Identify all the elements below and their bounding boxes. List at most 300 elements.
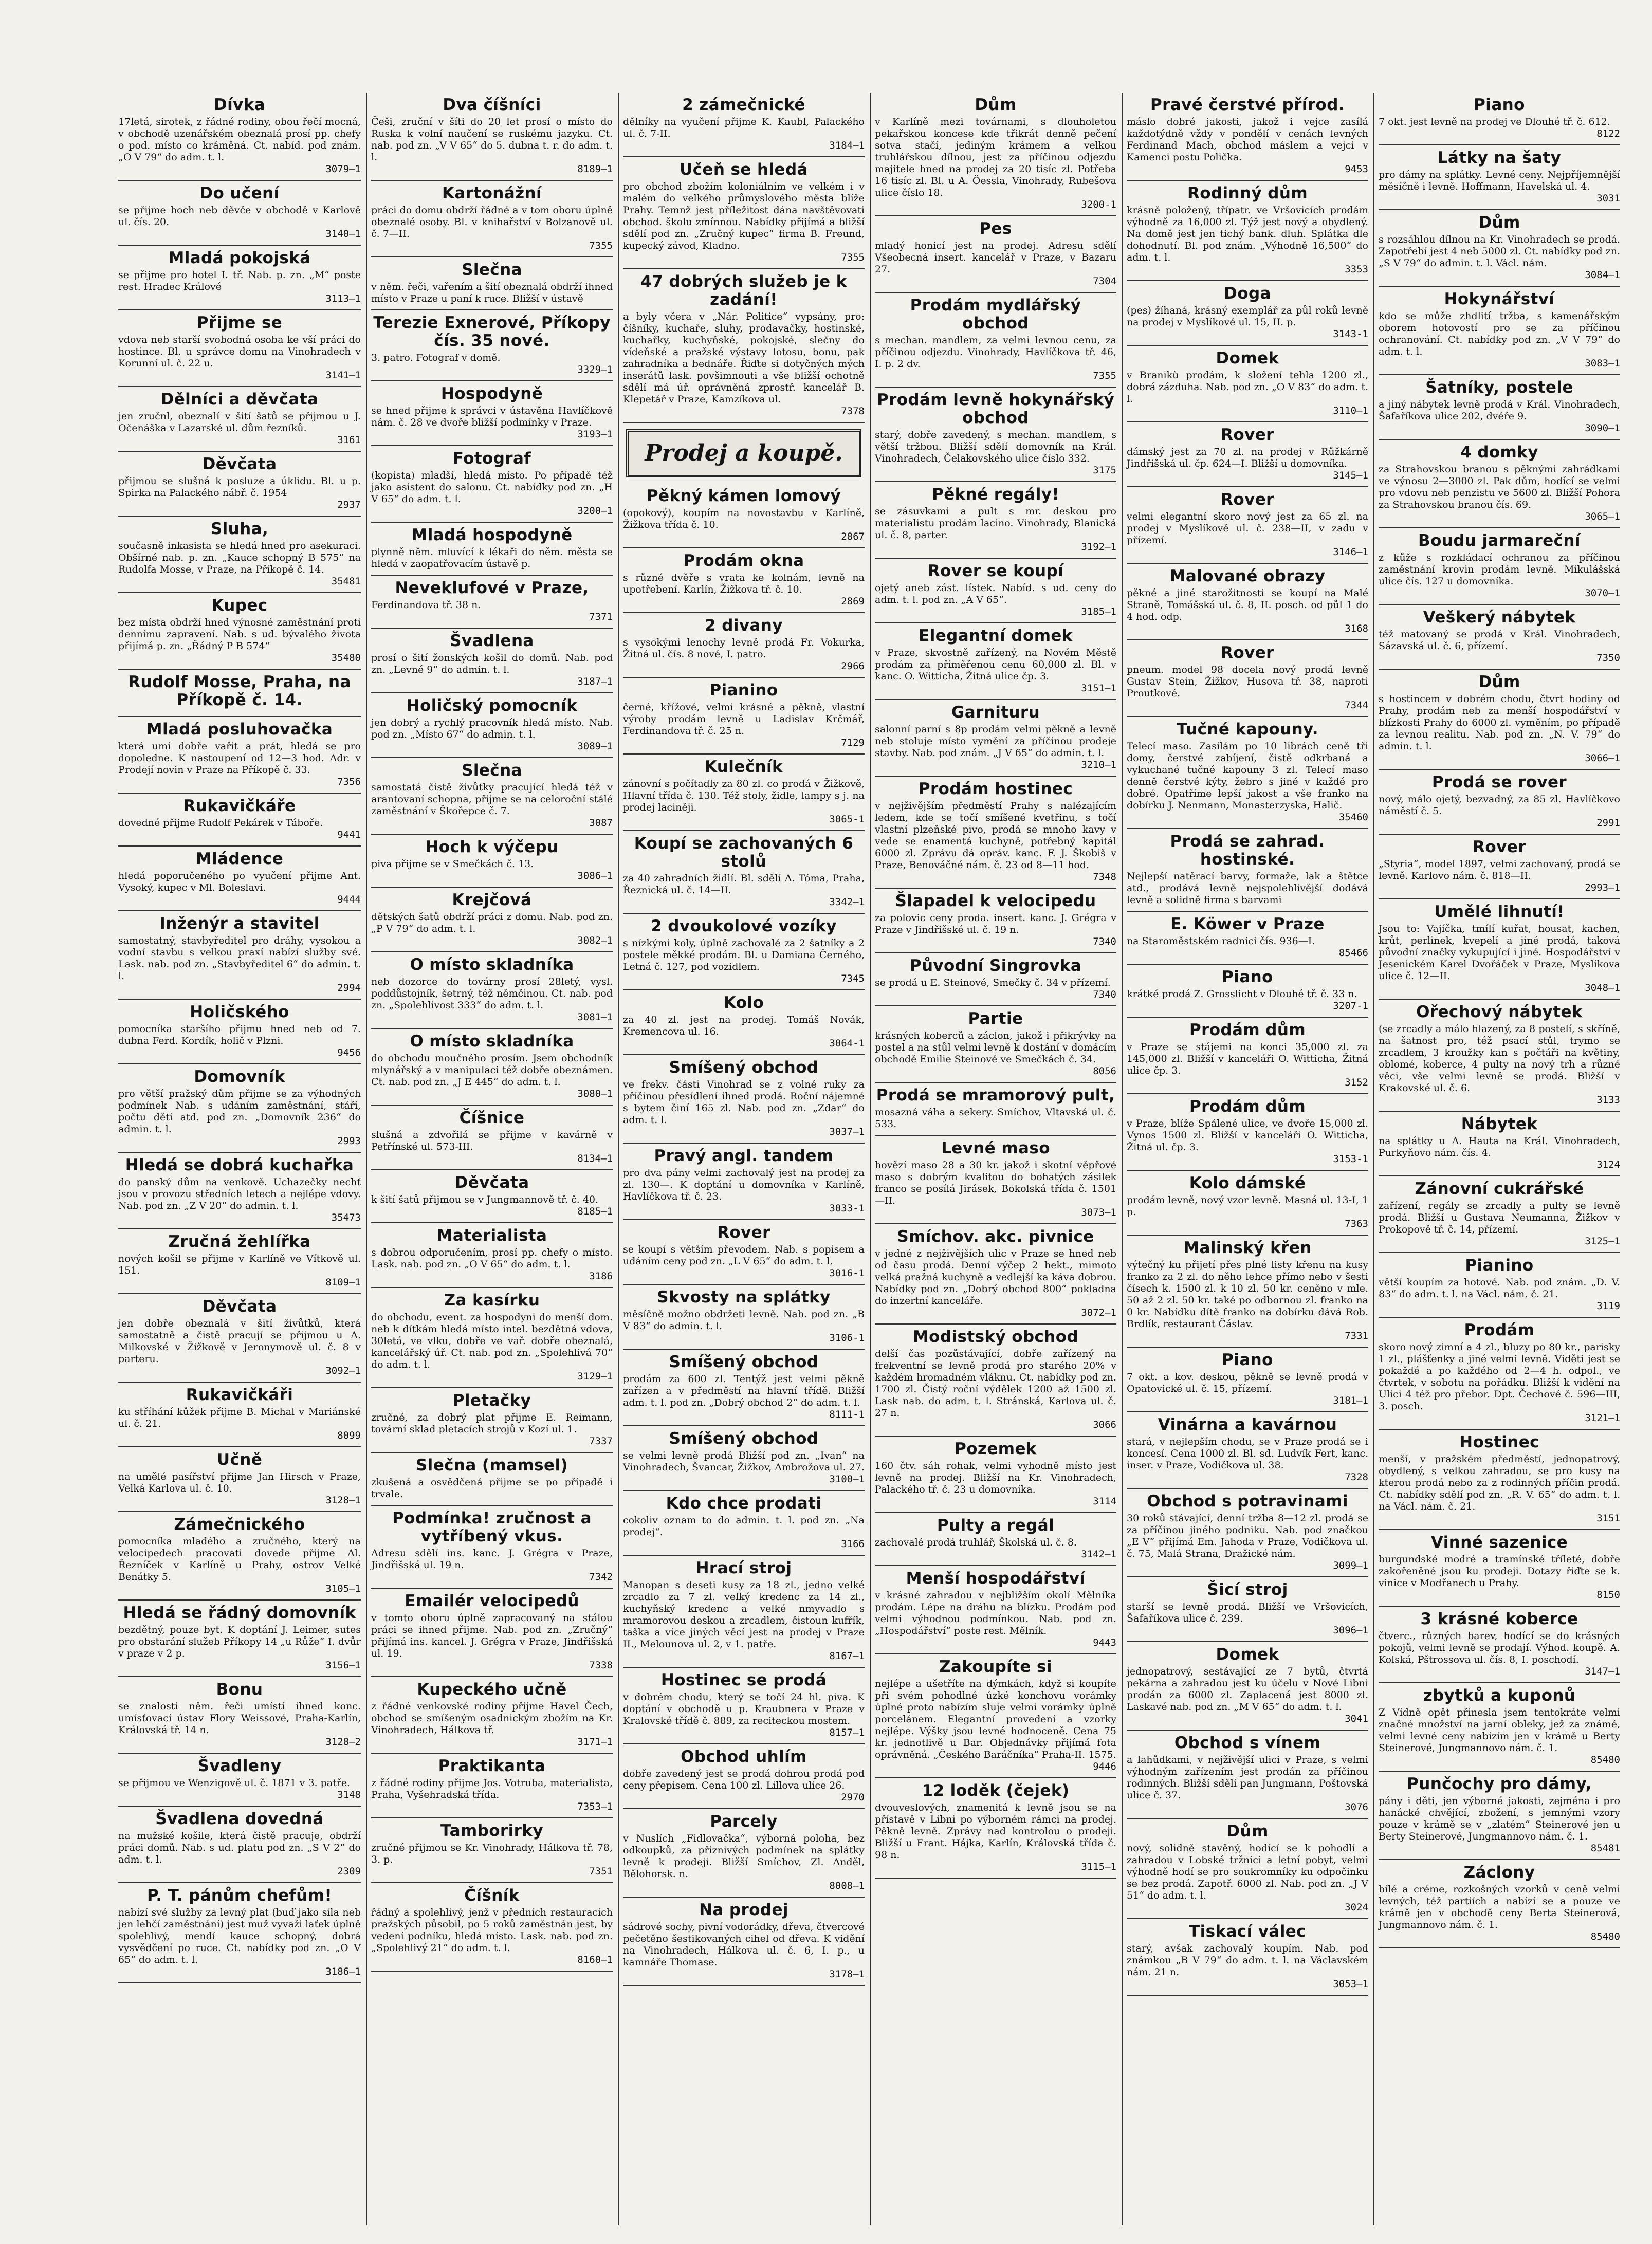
classified-ad xyxy=(623,269,865,423)
ad-number: 2937 xyxy=(337,499,361,510)
ad-headline: Domovník xyxy=(194,1068,285,1086)
ad-headline: Parcely xyxy=(710,1812,778,1831)
ad-text: s dobrou odporučením, prosí pp. chefy o místo. Lask. nab. pod zn. „O V 65“ do adm. t. l. xyxy=(371,1247,613,1270)
classified-ad xyxy=(371,1388,613,1453)
ad-number: 3065-1 xyxy=(829,814,865,825)
classified-ad xyxy=(118,794,361,847)
ad-text: jen dobře obeznalá v šití živůtků, která samostatně a čistě pracují se přijmou u A. Milkovské v Žižkově v Jeronymově ul. č. 8 v parteru. xyxy=(118,1318,361,1365)
ad-text: 7 okt. jest levně na prodej ve Dlouhé tř. č. 612. xyxy=(1379,116,1610,127)
ad-text: z kůže s rozkládací ochranou za příčinou zaměstnání krovin prodám levně. Mikulášská ulice čís. 127 u domovníka. xyxy=(1379,552,1620,587)
classified-ad xyxy=(371,888,613,952)
ad-text: zručné přijmou se Kr. Vinohrady, Hálkova tř. 78, 3. p. xyxy=(371,1842,613,1865)
classified-ad xyxy=(371,381,613,446)
ad-headline: Číšník xyxy=(464,1886,520,1905)
ad-number: 7304 xyxy=(1093,275,1116,287)
ad-number: 3066—1 xyxy=(1585,752,1620,764)
ad-number: 3110—1 xyxy=(1333,405,1368,416)
ad-headline: Pozemek xyxy=(955,1440,1037,1458)
ad-headline: Dům xyxy=(1478,213,1520,232)
classified-ad xyxy=(371,758,613,835)
ad-number: 3200-1 xyxy=(1081,199,1116,210)
classified-ad xyxy=(1127,1919,1368,1996)
ad-number: 8109—1 xyxy=(325,1277,361,1288)
ad-headline: Hrací stroj xyxy=(695,1559,792,1577)
ad-number: 2966 xyxy=(841,660,865,672)
ad-number: 8134—1 xyxy=(577,1153,613,1164)
classified-ad xyxy=(1379,1530,1620,1607)
classified-ad xyxy=(875,1778,1116,1879)
ad-number: 3178—1 xyxy=(829,1969,865,1980)
ad-headline: Rover xyxy=(717,1223,770,1242)
ad-text: nový, málo ojetý, bezvadný, za 85 zl. Havlíčkovo náměstí č. 5. xyxy=(1379,794,1620,817)
ad-headline: Pes xyxy=(979,219,1012,238)
ad-number: 3041 xyxy=(1345,1713,1368,1724)
ad-text: Ferdinandova tř. 38 n. xyxy=(371,599,481,611)
ad-number: 3106-1 xyxy=(829,1332,865,1344)
classified-ad xyxy=(623,1220,865,1285)
ad-number: 3187—1 xyxy=(577,676,613,687)
ad-headline: Švadleny xyxy=(197,1757,282,1775)
ad-number: 35460 xyxy=(1338,812,1368,823)
ad-number: 3024 xyxy=(1345,1902,1368,1913)
ad-number: 3342—1 xyxy=(829,896,865,908)
ad-text: zařízení, regály se zrcadly a pulty se levně prodá. Bližší u Gustava Neumanna, Žižkov v Prokopově tř. č. 14, přízemí. xyxy=(1379,1200,1620,1235)
classified-ad xyxy=(118,847,361,911)
ad-text: sádrové sochy, pivní vodorádky, dřeva, čtvercové pečetěno šestikovaných cihel od dřeva. K vidění na Vinohradech, Hálkova ul. č. 6, I. p., u kamnáře Thomase. xyxy=(623,1921,865,1968)
ad-text: v Praze, skvostně zařízený, na Novém Městě prodám za přiměřenou cenu 60,000 zl. Bl. v kanc. O. Witticha, Žitná ulice čp. 3. xyxy=(875,647,1116,682)
ad-number: 35481 xyxy=(331,576,361,587)
classified-ad xyxy=(623,157,865,269)
ad-headline: Partie xyxy=(968,1009,1023,1028)
ad-text: černé, křížové, velmi krásné a pěkně, vlastní výroby prodám levně u Ladislav Krčmář, Ferdinandova tř. č. 25 n. xyxy=(623,702,865,737)
ad-headline: Koupí se zachovaných 6 stolů xyxy=(634,834,854,871)
ad-text: slušná a zdvořilá se přijme v kavárně v Petřínské ul. 573-III. xyxy=(371,1129,613,1152)
ad-headline: Švadlena xyxy=(450,632,534,650)
ad-number: 3076 xyxy=(1345,1801,1368,1813)
ad-number: 3141—1 xyxy=(325,370,361,381)
ad-text: se znalosti něm. řeči umístí ihned konc. umísťovací ústav Flory Weissové, Praha-Karlín, Královská tř. 14 n. xyxy=(118,1701,361,1736)
ad-text: na mužské košile, která čistě pracuje, obdrží práci domů. Nab. s ud. platu pod zn. „S V 2“ do adm. t. l. xyxy=(118,1830,361,1865)
ad-headline: Holičský pomocník xyxy=(406,696,578,715)
ad-text: s rozsáhlou dílnou na Kr. Vinohradech se prodá. Zapotřebí jest 4 neb 5000 zl. Ct. nabídky pod zn. „S V 79“ do admin. t. l. Václ. nám. xyxy=(1379,234,1620,269)
ad-number: 2993 xyxy=(337,1135,361,1147)
ad-number: 3200—1 xyxy=(577,505,613,517)
ad-text: stará, v nejlepším chodu, se v Praze prodá se i koncesí. Cena 1000 zl. Bl. sd. Ludvík Fert, kanc. inser. v Praze, Vodičkova ul. 38. xyxy=(1127,1436,1368,1471)
ad-number: 7350 xyxy=(1596,652,1620,664)
ad-headline: Rover xyxy=(1473,838,1526,856)
ad-headline: 2 divany xyxy=(705,616,783,635)
ad-number: 3329—1 xyxy=(577,364,613,375)
ad-text: vdova neb starší svobodná osoba ke vší práci do hostince. Bl. u správce domu na Vinohradech v Korunní ul. č. 22 u. xyxy=(118,334,361,369)
ad-number: 2991 xyxy=(1596,817,1620,829)
classified-ad xyxy=(875,482,1116,559)
ad-number: 3147—1 xyxy=(1585,1666,1620,1677)
ad-text: za polovic ceny proda. insert. kanc. J. Grégra v Praze v Jindřišské ul. č. 19 n. xyxy=(875,912,1116,935)
classified-ad xyxy=(1379,1772,1620,1860)
ad-number: 85480 xyxy=(1590,1931,1620,1942)
classified-ad xyxy=(371,1818,613,1883)
ad-headline: Rudolf Mosse, Praha, na Příkopě č. 14. xyxy=(128,673,351,709)
ad-text: delší čas pozůstávající, dobře zařízený na frekventní se levně prodá pro starého 20% v každém hromadném vláknu. Ct. nabídky pod zn. 1700 zl. Čistý roční výdělek 1200 až 1500 zl. Lask nab. do adm. t. l. Stránská, Karlova ul. č. 27 n. xyxy=(875,1348,1116,1419)
ad-headline: 2 dvoukolové vozíky xyxy=(651,917,837,935)
ad-text: Češi, zruční v šíti do 20 let prosí o místo do Ruska k volní naučení se ruskému jazyku. Ct. nab. pod zn. „V V 65“ do 5. dubna t. r. do adm. t. l. xyxy=(371,116,613,163)
ad-headline: Kdo chce prodati xyxy=(666,1494,822,1513)
ad-headline: Obchod s potravinami xyxy=(1147,1492,1348,1511)
classified-ad xyxy=(623,1556,865,1668)
ad-number: 8111-1 xyxy=(829,1409,865,1420)
ad-number: 7355 xyxy=(589,240,613,251)
ad-headline: Prodám mydlářský obchod xyxy=(910,296,1081,333)
ad-headline: Elegantní domek xyxy=(919,627,1073,645)
ad-text: která umí dobře vařit a prát, hledá se pro dopoledne. K nastoupení od 12—3 hod. Adr. v Prodejí novin v Praze na Příkopě č. 33. xyxy=(118,741,361,776)
ad-headline: Pletačky xyxy=(452,1391,531,1410)
ad-headline: Záclony xyxy=(1463,1863,1535,1882)
ad-number: 3070—1 xyxy=(1585,587,1620,599)
ad-number: 7356 xyxy=(337,776,361,787)
ad-number: 3096—1 xyxy=(1333,1625,1368,1636)
classified-ad xyxy=(1127,829,1368,912)
ad-text: Jsou to: Vajíčka, tmílí kuřat, housat, kachen, krůt, perlinek, kvepelí a jiné prodá, taková původní značky vykupující i jiné. Hospodářství v Jesenickém Karel Dvořáček v Praze, Myslíkova ulice č. 12—II. xyxy=(1379,923,1620,982)
classified-ad xyxy=(1127,281,1368,346)
ad-headline: Praktikanta xyxy=(438,1757,546,1775)
ad-text: krásných koberců a záclon, jakož i přikrývky na postel a na stůl velmi levně k dostání v domácím obchodě Emilie Steinové ve Smečkách č. 34. xyxy=(875,1030,1116,1065)
ad-text: s různé dvěře s vrata ke kolnám, levně na upotřebení. Karlín, Žižkova tř. č. 10. xyxy=(623,572,865,595)
ad-headline: Terezie Exnerové, Příkopy čís. 35 nové. xyxy=(373,314,611,350)
ad-text: prosí o šití žonských košil do domů. Nab. pod zn. „Levné 9“ do admin. t. l. xyxy=(371,652,613,675)
classified-ad xyxy=(371,693,613,758)
ad-headline: Piano xyxy=(1222,1351,1273,1369)
classified-ad xyxy=(371,1106,613,1170)
classified-ad xyxy=(118,1807,361,1883)
ad-number: 7355 xyxy=(841,252,865,263)
ad-number: 7328 xyxy=(1345,1472,1368,1483)
ad-number: 3125—1 xyxy=(1585,1236,1620,1247)
ad-number: 3175 xyxy=(1093,465,1116,476)
ad-number: 2869 xyxy=(841,596,865,607)
ad-text: za 40 zl. jest na prodej. Tomáš Novák, Kremencova ul. 16. xyxy=(623,1014,865,1037)
ad-column-1 xyxy=(114,93,365,2225)
ad-number: 7371 xyxy=(589,611,613,622)
ad-headline: Pěkné regály! xyxy=(932,485,1059,504)
ad-headline: Holičského xyxy=(190,1003,289,1021)
ad-headline: Garnituru xyxy=(951,703,1040,722)
ad-text: 3. patro. Fotograf v domě. xyxy=(371,352,501,363)
ad-text: v krásné zahradou v nejbližším okolí Mělníka prodám. Lépe na dráhu na blízku. Prodám pod velmi výhodnou podmínkou. Nab. pod zn. „Hospodářství“ poste rest. Mělník. xyxy=(875,1590,1116,1636)
ad-number: 3124 xyxy=(1596,1159,1620,1170)
ad-text: a lahůdkami, v nejživější ulici v Praze, s velmi výhodným zařízením jest prodán za příčinou rodinných. Bližší sdělí pan Jungmann, Poštovská ulice č. 37. xyxy=(1127,1754,1368,1801)
ad-headline: Původní Singrovka xyxy=(909,957,1082,975)
ad-headline: O místo skladníka xyxy=(410,1032,574,1051)
ad-number: 3145—1 xyxy=(1333,470,1368,481)
ad-text: Adresu sdělí ins. kanc. J. Grégra v Praze, Jindřišská ul. 19 n. xyxy=(371,1548,613,1571)
ad-column-6 xyxy=(1373,93,1624,2225)
ad-text: starší se levně prodá. Bližší ve Vršovicích, Šafaříkova ulice č. 239. xyxy=(1127,1601,1368,1624)
ad-headline: Prodám hostinec xyxy=(918,780,1073,798)
ad-number: 9441 xyxy=(337,829,361,840)
ad-number: 3166 xyxy=(841,1538,865,1550)
ad-headline: Prodám xyxy=(1464,1321,1535,1339)
ad-headline: Hostinec se prodá xyxy=(660,1671,827,1689)
ad-text: ku stříhání kůžek přijme B. Michal v Mariánské ul. č. 21. xyxy=(118,1406,361,1429)
ad-number: 3142—1 xyxy=(1081,1549,1116,1560)
ad-text: kdo se může zhdlití tržba, s kamenářským oborem hotovostí pro se za příčinou ochranování. Ct. nabídky pod zn. „V V 79“ do adm. t. l. xyxy=(1379,310,1620,357)
classified-ad xyxy=(875,953,1116,1006)
classified-ad xyxy=(1379,1683,1620,1772)
ad-headline: Rukavičkáře xyxy=(183,797,296,815)
ad-headline: Krejčová xyxy=(452,891,532,909)
classified-ad xyxy=(371,629,613,693)
ad-number: 3082—1 xyxy=(577,935,613,946)
ad-headline: Punčochy pro dámy, xyxy=(1407,1775,1592,1793)
ad-number: 3053—1 xyxy=(1333,1978,1368,1990)
ad-headline: Mládence xyxy=(195,850,284,868)
ad-headline: Dělníci a děvčata xyxy=(160,390,319,409)
classified-ad xyxy=(875,1654,1116,1778)
ad-number: 9443 xyxy=(1093,1637,1116,1648)
ad-number: 3133 xyxy=(1596,1094,1620,1106)
ad-text: s vysokými lenochy levně prodá Fr. Vokurka, Žitná ul. čís. 8 nové, I. patro. xyxy=(623,637,865,660)
ad-text: krátké prodá Z. Grosslicht v Dlouhé tř. č. 33 n. xyxy=(1127,988,1357,1000)
classified-ad xyxy=(371,1677,613,1754)
classified-ad xyxy=(118,93,361,181)
ad-headline: Kartonážní xyxy=(442,184,542,203)
classified-ad xyxy=(1127,1171,1368,1236)
ad-headline: Prodám dům xyxy=(1189,1097,1306,1116)
classified-ad xyxy=(875,1083,1116,1136)
classified-ad xyxy=(118,1229,361,1294)
ad-headline: Podmínka! zručnost a vytříbený vkus. xyxy=(392,1509,592,1546)
ad-text: mladý honicí jest na prodej. Adresu sdělí Všeobecná insert. kancelář v Praze, v Bazaru 27. xyxy=(875,240,1116,275)
ad-text: ve frekv. části Vinohrad se z volné ruky za příčinou přesídlení ihned prodá. Roční nájemné s bytem činí 165 zl. Nab. pod zn. „Zdar“ do adm. t. l. xyxy=(623,1079,865,1126)
ad-headline: Zámečnického xyxy=(174,1515,305,1534)
ad-column-3 xyxy=(618,93,869,2225)
ad-text: mosazná váha a sekery. Smíchov, Vltavská ul. č. 533. xyxy=(875,1107,1116,1130)
ad-number: 3090—1 xyxy=(1585,422,1620,434)
ad-headline: Fotograf xyxy=(452,449,531,468)
classified-ad xyxy=(118,1512,361,1601)
ad-headline: Umělé lihnutí! xyxy=(1434,903,1565,921)
classified-ad xyxy=(1379,375,1620,440)
ad-headline: Rover xyxy=(1221,643,1274,662)
ad-text: v jedné z nejživějších ulic v Praze se hned neb od času prodá. Denní výčep 2 hekt., mimoto velká pražná kuchyně a vedlejší ka káva dobrou. Nabídky pod zn. „Dobrý obchod 800“ pokladna do inzertní kanceláře. xyxy=(875,1248,1116,1307)
ad-number: 7340 xyxy=(1093,989,1116,1000)
ad-number: 3181—1 xyxy=(1333,1395,1368,1406)
classified-ad xyxy=(623,1744,865,1809)
classified-ad xyxy=(371,257,613,310)
ad-headline: Číšnice xyxy=(459,1109,525,1127)
ad-text: 160 čtv. sáh rohak, velmi vyhodně místo jest levně na prodej. Bližší na Kr. Vinohradech, Palackého tř. č. 23 u domovníka. xyxy=(875,1460,1116,1495)
classified-ad xyxy=(118,517,361,593)
ad-headline: Emailér velocipedů xyxy=(405,1592,579,1610)
classified-ad xyxy=(1379,145,1620,210)
ad-number: 3121—1 xyxy=(1585,1412,1620,1424)
ad-number: 7348 xyxy=(1093,871,1116,882)
ad-text: přijmou se slušná k posluze a úklidu. Bl. u p. Spirka na Palackého nábř. č. 1954 xyxy=(118,475,361,499)
classified-ad xyxy=(1379,899,1620,1000)
classified-ad xyxy=(1379,1607,1620,1683)
ad-text: „Styria“, model 1897, velmi zachovaný, prodá se levně. Karlovo nám. č. 818—II. xyxy=(1379,858,1620,881)
ad-headline: Prodám okna xyxy=(683,551,804,570)
ad-text: současně inkasista se hledá hned pro asekuraci. Obšírné nab. p. zn. „Kauce schopný B 575“ na Rudolfa Mosse, v Praze, na Příkopě č. 14. xyxy=(118,540,361,575)
ad-number: 3073—1 xyxy=(1081,1207,1116,1218)
ad-number: 85481 xyxy=(1590,1843,1620,1854)
ad-number: 3084—1 xyxy=(1585,269,1620,281)
ad-text: jen zručnl, obeznalí v šití šatů se přijmou u J. Očenáška v Lazarské ul. dům řezníků. xyxy=(118,411,361,434)
ad-headline: Šatníky, postele xyxy=(1425,378,1573,397)
ad-headline: Pěkný kámen lomový xyxy=(646,487,841,505)
ad-text: pomocníka mladého a zručného, který na velocipedech pracovati dovede přijme Al. Řezníček v Karlíně u Prahy, ostrov Velké Benátky 5. xyxy=(118,1536,361,1583)
ad-text: dámský jest za 70 zl. na prodej v Růžkárně Jindřišská ul. čp. 624—I. Bližší u domovníka. xyxy=(1127,446,1368,469)
classified-ad xyxy=(371,1589,613,1677)
ad-text: (opokový), koupím na novostavbu v Karlíně, Žižkova třída č. 10. xyxy=(623,507,865,530)
classified-ad xyxy=(623,484,865,548)
ad-number: 3083—1 xyxy=(1585,358,1620,369)
ad-text: krásně položený, třípatr. ve Vršovicích prodám výhodně za 16,000 zl. Týž jest nový a obydlený. Na domě jest jen tichý bank. dluh. Splátka dle dohodnutí. Bl. pod znám. „Výhodně 16,500“ do adm. t. l. xyxy=(1127,205,1368,263)
classified-ad xyxy=(623,1055,865,1144)
classified-ad xyxy=(1127,965,1368,1018)
ad-number: 3192—1 xyxy=(1081,541,1116,553)
ad-text: v Praze se stájemi na konci 35,000 zl. za 145,000 zl. Bližší v kanceláři O. Wittichа, Žitná ulice čp. 3. xyxy=(1127,1041,1368,1076)
ad-text: 17letá, sirotek, z řádné rodiny, obou řečí mocná, v obchodě uzenářském obeznalá prosí pp. chefy o pod. místo co kráměná. Ct. nabíd. pod znám. „O V 79“ do adm. t. l. xyxy=(118,116,361,163)
ad-text: na splátky u A. Hauta na Král. Vinohradech, Purkyňovo nám. čís. 4. xyxy=(1379,1135,1620,1158)
classified-ad xyxy=(118,387,361,452)
ad-headline: Smíšený obchod xyxy=(669,1058,819,1077)
ad-number: 3031 xyxy=(1596,193,1620,204)
ad-text: burgundské modré a tramínské tříleté, dobře zakořeněné jsou ku prodeji. Dotazy řiďte se k. vinice v Modřanech u Prahy. xyxy=(1379,1554,1620,1589)
ad-text: nejlépe a ušetříte na dýmkách, když si koupíte při svém pohodlné úzké konchovu vorámky úplné proto nabízím sluje velmi vorámky úplně porcelánem. Elegantní provedení a vzorky nejlépe. Výšky jsou levné hodnoceně. Cena 75 kr. jednotlivě u Bar. Objednávky přijímá fota oprávněná. „Českého Baráčníka“ Praha-II. 1575. xyxy=(875,1678,1116,1760)
ad-text: s hostincem v dobrém chodu, čtvrt hodiny od Prahy, prodám neb za menší hospodářství v blízkosti Prahy do 6000 zl. vyměním, po případě za levnou realitu. Nab. pod zn. „N. V. 79“ do admin. t. l. xyxy=(1379,693,1620,752)
classified-ad xyxy=(371,1506,613,1589)
classified-ad xyxy=(1379,528,1620,605)
classified-ad xyxy=(623,831,865,914)
ad-text: v Praze, blíže Spálené ulice, ve dvoře 15,000 zl. Vynos 1500 zl. Bližší v kanceláři O. Wittichа, Žitná ul. čp. 3. xyxy=(1127,1118,1368,1153)
classified-ad xyxy=(1127,1642,1368,1731)
ad-text: se hned přijme k správci v ústavěna Havlíčkově nám. č. 28 ve dvoře bližší podmínky v Praze. xyxy=(371,405,613,428)
ad-number: 8160—1 xyxy=(577,1954,613,1965)
ad-number: 3148 xyxy=(337,1789,361,1800)
ad-headline: Kupec xyxy=(211,596,268,615)
ad-headline: Smíchov. akc. pivnice xyxy=(897,1227,1094,1246)
ad-headline: Piano xyxy=(1222,968,1273,986)
ad-text: s mechan. mandlem, za velmi levnou cenu, za příčinou odjezdu. Vinohrady, Havlíčkova tř. 46, I. p. 2 dv. xyxy=(875,335,1116,370)
classified-ad xyxy=(1379,1176,1620,1253)
classified-ad xyxy=(623,678,865,755)
ad-headline: 47 dobrých služeb je k zadání! xyxy=(640,272,847,309)
ad-text: samostatný, stavbyředitel pro dráhy, vysokou a vodní stavbu s velkou praxí nabízí služby své. Lask. nab. pod zn. „Stavbyředitel 6“ do admin. t. l. xyxy=(118,935,361,982)
classified-ad xyxy=(118,181,361,246)
classified-ad xyxy=(118,310,361,387)
ad-text: skoro nový zimní a 4 zl., bluzy po 80 kr., parisky 1 zl., plášťenky a jiné velmi levně. Viděti jest se pokaždé a po každého od 2—4 h. odpol., ve čtvrtek, v sobotu na pořádku. Bližší k vidění na Ulici 4 též pro přebor. Dpt. Čechové č. 596—III, 3. posch. xyxy=(1379,1341,1620,1412)
ad-text: piva přijme se v Smečkách č. 13. xyxy=(371,858,534,870)
ad-headline: Látky na šaty xyxy=(1437,149,1562,167)
ad-number: 3186 xyxy=(589,1271,613,1282)
ad-number: 3105—1 xyxy=(325,1583,361,1594)
classified-ad xyxy=(371,181,613,257)
ad-text: zručné, za dobrý plat přijme E. Reimann, tovární sklad pletacích strojů v Kozí ul. 1. xyxy=(371,1412,613,1435)
ad-number: 3087 xyxy=(589,817,613,829)
classified-ad xyxy=(371,1223,613,1288)
ad-number: 2994 xyxy=(337,982,361,994)
ad-text: výtečný ku přijetí přes plné listy křenu na kusy franko za 2 zl. do něho lehce přímo nebo v šesti čísech k. 1500 zl. k 10 zl. 50 kr. ceněno v mle. 50 až 2 zl. 50 kr. také po odbornou zl. franko na 0 kr. Nabídku dítě franko na dobírku dává Rob. Brdlík, restaurant Čáslav. xyxy=(1127,1259,1368,1330)
classified-ad xyxy=(1127,1731,1368,1819)
ad-number: 7353—1 xyxy=(577,1801,613,1812)
ad-number: 9456 xyxy=(337,1047,361,1058)
classified-ad xyxy=(371,1029,613,1106)
ad-text: zánovní s počítadly za 80 zl. co prodá v Žižkově, Hlavní třída č. 130. Též stoly, židle, lampy s j. na prodej laciněji. xyxy=(623,778,865,813)
ad-text: pro větší pražský dům přijme se za výhodných podmínek Nab. s udáním zaměstnání, stáří, počtu dětí atd. pod zn. „Domovník 236“ do admin. t. l. xyxy=(118,1088,361,1135)
ad-text: v Nuslích „Fidlovačka“, výborná poloha, bez odkoupků, za přiznivých podmínek na splátky levně k prodeji. Bližší Smíchov, Zl. Anděl, Bělohorsk. n. xyxy=(623,1833,865,1880)
ad-headline: Skvosty na splátky xyxy=(657,1288,831,1307)
ad-number: 3151 xyxy=(1596,1513,1620,1524)
ad-text: Z Vídně opět přinesla jsem tentokráte velmi značné množství na jarní obleky, jež za známé, velmi levné ceny nabízím jen v krámě u Berty Steinerové, Jungmannovo nám. č. 1. xyxy=(1379,1707,1620,1754)
ad-text: bezdětný, pouze byt. K doptání J. Leimer, sutes pro obstarání služeb Příkopy 14 „u Růže“ I. dvůr v praze v 2 p. xyxy=(118,1624,361,1659)
classified-ad xyxy=(118,1383,361,1447)
ad-headline: Učeň se hledá xyxy=(680,160,808,179)
ad-headline: Švadlena dovedná xyxy=(155,1810,324,1828)
ad-number: 9453 xyxy=(1345,163,1368,175)
classified-ad xyxy=(371,835,613,888)
ad-number: 3193—1 xyxy=(577,429,613,440)
ad-text: pro obchod zbožím koloniálním ve velkém i v malém do velkého průmyslového města blíže Prahy. Temnž jest příležitost dána navštěvovati obchod. školu zmínnou. Nabídky přijímá a bližší sdělí pod zn. „Zručný kupec“ firma B. Freund, kupecký závod, Kladno. xyxy=(623,181,865,251)
ad-headline: Zánovní cukrářské xyxy=(1415,1180,1584,1198)
ad-number: 8185—1 xyxy=(577,1206,613,1217)
ad-headline: Dívka xyxy=(213,96,266,114)
ad-number: 3072—1 xyxy=(1081,1307,1116,1318)
classified-ad xyxy=(1127,487,1368,564)
ad-text: bílé a créme, rozkošných vzorků v ceně velmi levných, též partiích a nabízí se a pouze ve krámě jen v obchodě ceny Berta Steinerová, Jungmannovo nám. č. 1. xyxy=(1379,1884,1620,1930)
ad-number: 3086—1 xyxy=(577,870,613,881)
ad-headline: Slečna (mamsel) xyxy=(415,1456,568,1475)
ad-text: za 40 zahradních židlí. Bl. sdělí A. Tóma, Praha, Řeznická ul. č. 14—II. xyxy=(623,873,865,896)
ad-number: 8189—1 xyxy=(577,163,613,175)
classified-ad xyxy=(1379,1430,1620,1530)
classified-ad xyxy=(1127,1018,1368,1094)
ad-headline: O místo skladníka xyxy=(410,955,574,974)
classified-ad xyxy=(875,93,1116,216)
classified-ad xyxy=(875,1224,1116,1325)
ad-text: 30 roků stávající, denní tržba 8—12 zl. prodá se za příčinou jiného podniku. Nab. pod značkou „E V“ přijímá Em. Jahoda v Praze, Vodičkova ul. č. 75, Malá Strana, Dražické nám. xyxy=(1127,1513,1368,1559)
ad-headline: Pianino xyxy=(1465,1256,1534,1275)
ad-text: pneum. model 98 docela nový prodá levně Gustav Stein, Žižkov, Husova tř. 38, naproti Proutkové. xyxy=(1127,664,1368,699)
ad-number: 3152 xyxy=(1345,1077,1368,1088)
ad-headline: Dům xyxy=(1226,1822,1269,1841)
ad-headline: Prodá se zahrad. hostinské. xyxy=(1170,832,1325,869)
ad-number: 7340 xyxy=(1093,936,1116,947)
ad-text: na Staroměstském radnici čís. 936—I. xyxy=(1127,935,1315,947)
ad-number: 2309 xyxy=(337,1866,361,1877)
ad-headline: Doga xyxy=(1224,284,1271,303)
ad-text: za Strahovskou branou s pěknými zahrádkami ve výnosu 2—3000 zl. Pak dům, hodící se velmi pro vdovu neb penzistu ve 5600 zl. Bližší Pohora za Strahovskou branou čís. 69. xyxy=(1379,464,1620,510)
ad-headline: Smíšený obchod xyxy=(669,1429,819,1448)
ad-column-2 xyxy=(366,93,617,2225)
ad-text: ojetý aneb zást. lístek. Nabíd. s ud. ceny do adm. t. l. pod zn. „A V 65“. xyxy=(875,582,1116,605)
ad-headline: Obchod uhlím xyxy=(681,1748,807,1766)
ad-number: 3151—1 xyxy=(1081,683,1116,694)
ad-number: 3065—1 xyxy=(1585,511,1620,522)
ad-headline: Šicí stroj xyxy=(1207,1580,1288,1599)
ad-headline: Hledá se řádný domovník xyxy=(123,1604,356,1622)
classified-ad xyxy=(1379,1112,1620,1176)
ad-text: řádný a spolehlivý, jenž v předních restauracích pražských působil, po 5 roků zaměstnán jest, by vedení podníku, hledá místo. Lask. nab. pod zn. „Spolehlivý 21“ do adm. t. l. xyxy=(371,1907,613,1954)
ad-number: 9444 xyxy=(337,894,361,905)
ad-headline: Prodám dům xyxy=(1189,1021,1306,1039)
ad-number: 3156—1 xyxy=(325,1660,361,1671)
ad-number: 3066 xyxy=(1093,1419,1116,1430)
classified-ad xyxy=(371,1883,613,1972)
ad-headline: Rodinný dům xyxy=(1187,184,1308,203)
ad-headline: Domek xyxy=(1216,1645,1279,1664)
ad-number: 2970 xyxy=(841,1792,865,1803)
